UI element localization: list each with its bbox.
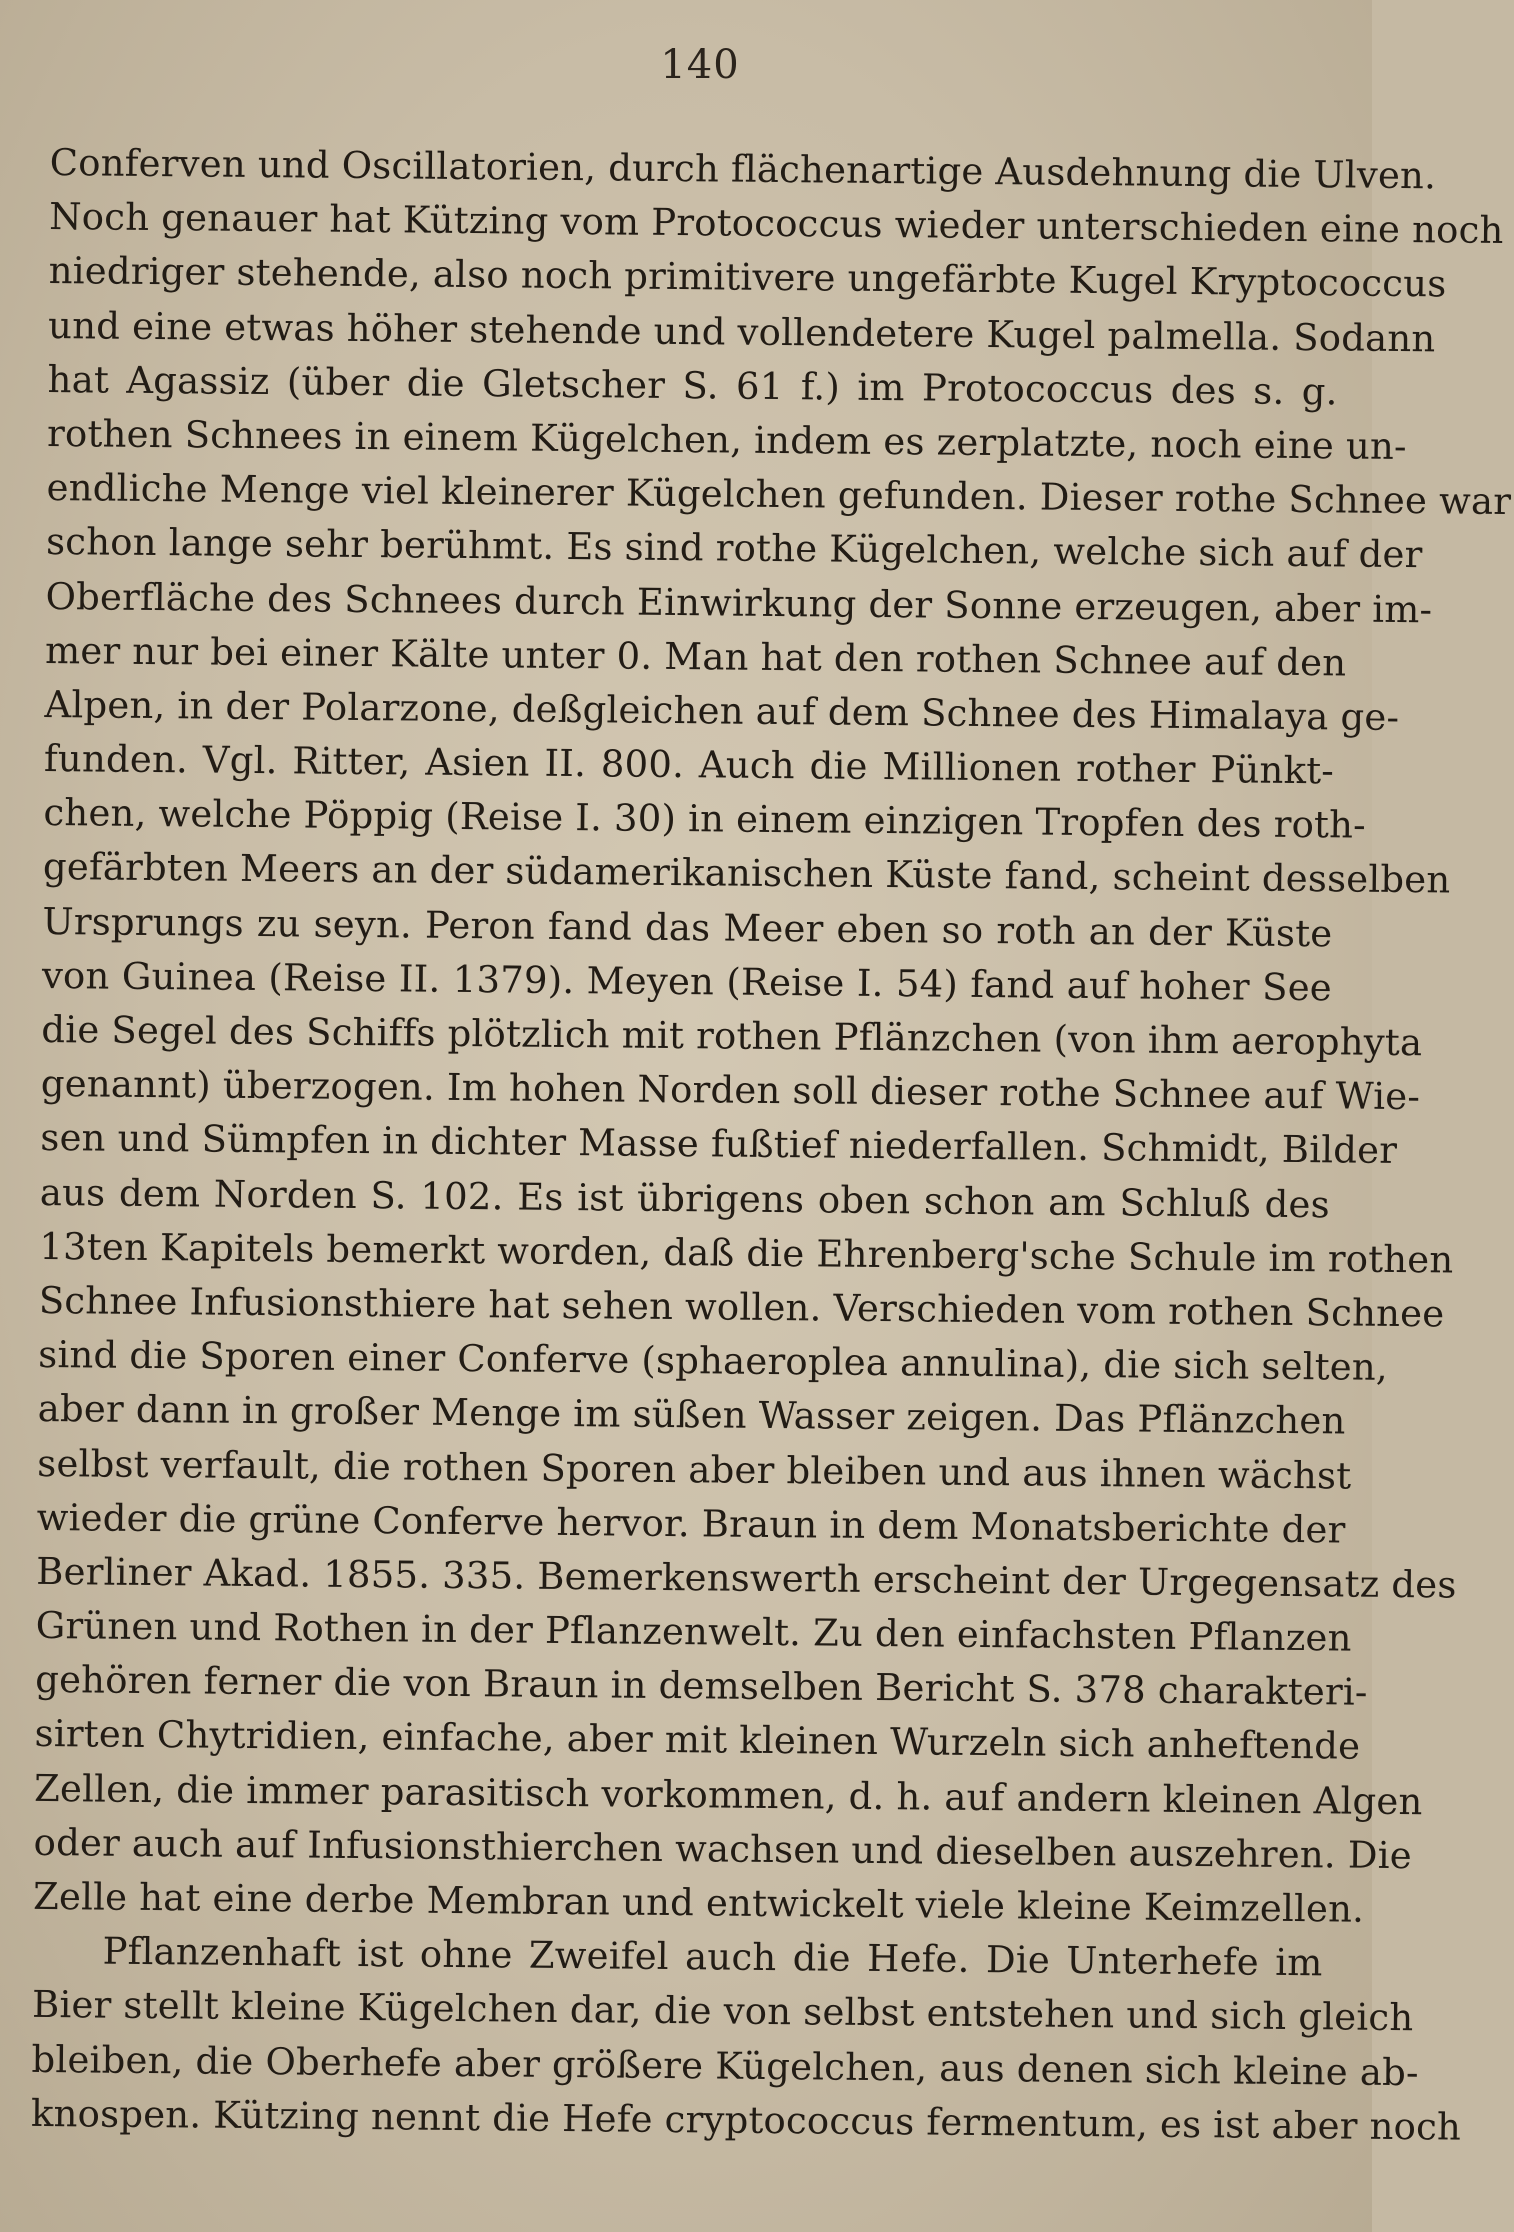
text-line: und eine etwas höher stehende und vollendetere Kugel palmella. Sodann: [47, 303, 1436, 360]
text-line: niedriger stehende, also noch primitivere ungefärbte Kugel Kryptococcus: [48, 249, 1447, 306]
text-line: schon lange sehr berühmt. Es sind rothe Kügelchen, welche sich auf der: [45, 520, 1423, 577]
text-line: gefärbten Meers an der südamerikanischen Küste fand, scheint desselben: [42, 845, 1451, 902]
text-line: Conferven und Oscillatorien, durch flächenartige Ausdehnung die Ulven.: [49, 140, 1437, 198]
text-line: selbst verfault, die rothen Sporen aber bleiben und aus ihnen wächst: [37, 1441, 1352, 1498]
page-number: 140: [660, 42, 740, 88]
text-line: Ursprungs zu seyn. Peron fand das Meer eben so roth an der Küste: [42, 899, 1333, 955]
text-line: sirten Chytridien, einfache, aber mit kleinen Wurzeln sich anheftende: [34, 1712, 1361, 1769]
text-line: Berliner Akad. 1855. 335. Bemerkenswerth erscheint der Urgegensatz des: [36, 1549, 1457, 1607]
body-text: [30, 136, 1512, 2153]
text-line: Pflanzenhaft ist ohne Zweifel auch die Hefe. Die Unterhefe im: [102, 1929, 1323, 1985]
text-line: genannt) überzogen. Im hohen Norden soll dieser rothe Schnee auf Wie-: [40, 1062, 1421, 1119]
text-line: funden. Vgl. Ritter, Asien II. 800. Auch die Millionen rother Pünkt-: [43, 737, 1335, 793]
text-line: endliche Menge viel kleinerer Kügelchen gefunden. Dieser rothe Schnee war: [46, 466, 1512, 524]
text-line: Bier stellt kleine Kügelchen dar, die von selbst entstehen und sich gleich: [31, 1983, 1414, 2040]
text-line: aus dem Norden S. 102. Es ist übrigens oben schon am Schluß des: [39, 1170, 1331, 1226]
text-line: von Guinea (Reise II. 1379). Meyen (Reise I. 54) fand auf hoher See: [41, 953, 1333, 1010]
text-line: die Segel des Schiffs plötzlich mit rothen Pflänzchen (von ihm aerophyta: [41, 1007, 1423, 1065]
text-line: oder auch auf Infusionsthierchen wachsen und dieselben auszehren. Die: [33, 1820, 1413, 1877]
text-line: Alpen, in der Polarzone, deßgleichen auf dem Schnee des Himalaya ge-: [44, 682, 1400, 739]
text-line: Oberfläche des Schnees durch Einwirkung der Sonne erzeugen, aber im-: [45, 574, 1433, 631]
text-line: gehören ferner die von Braun in demselben Bericht S. 378 charakteri-: [34, 1658, 1368, 1714]
text-line: rothen Schnees in einem Kügelchen, indem es zerplatzte, noch eine un-: [46, 411, 1407, 468]
text-line: chen, welche Pöppig (Reise I. 30) in einem einzigen Tropfen des roth-: [43, 791, 1367, 847]
text-line: aber dann in großer Menge im süßen Wasser zeigen. Das Pflänzchen: [37, 1387, 1346, 1443]
text-line: Schnee Infusionsthiere hat sehen wollen. Verschieden vom rothen Schnee: [38, 1278, 1445, 1336]
text-line: Noch genauer hat Kützing vom Protococcus wieder unterschieden eine noch: [49, 195, 1504, 253]
text-line: sen und Sümpfen in dichter Masse fußtief niederfallen. Schmidt, Bilder: [40, 1116, 1398, 1173]
text-line: hat Agassiz (über die Gletscher S. 61 f.) im Protococcus des s. g.: [47, 357, 1338, 414]
text-line: knospen. Kützing nennt die Hefe cryptococcus fermentum, es ist aber noch: [30, 2091, 1462, 2149]
text-line: Zellen, die immer parasitisch vorkommen, d. h. auf andern kleinen Algen: [33, 1766, 1423, 1823]
text-line: Grünen und Rothen in der Pflanzenwelt. Zu den einfachsten Pflanzen: [35, 1603, 1352, 1660]
text-line: Zelle hat eine derbe Membran und entwickelt viele kleine Keimzellen.: [32, 1874, 1365, 1931]
text-line: sind die Sporen einer Conferve (sphaeroplea annulina), die sich selten,: [38, 1333, 1389, 1390]
text-line: bleiben, die Oberhefe aber größere Kügelchen, aus denen sich kleine ab-: [31, 2037, 1419, 2094]
text-line: 13ten Kapitels bemerkt worden, daß die Ehrenberg'sche Schule im rothen: [39, 1224, 1454, 1282]
text-line: mer nur bei einer Kälte unter 0. Man hat den rothen Schnee auf den: [44, 628, 1347, 685]
text-line: wieder die grüne Conferve hervor. Braun in dem Monatsberichte der: [36, 1495, 1346, 1552]
